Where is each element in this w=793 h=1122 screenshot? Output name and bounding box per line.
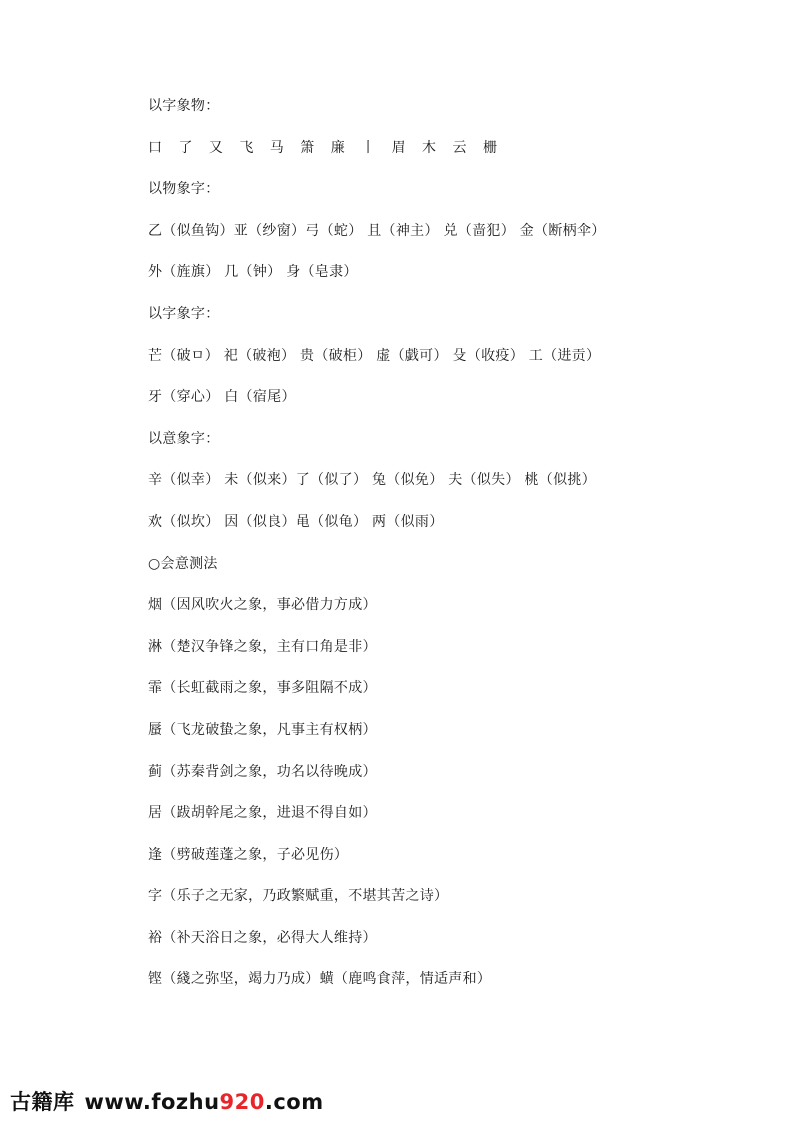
text-line: 字（乐子之无家，乃政繁赋重，不堪其苦之诗）: [148, 888, 449, 905]
text-line: 乙（似鱼钩）亚（纱窗）弓（蛇） 且（神主） 兑（啬犯） 金（断柄伞）: [148, 222, 606, 239]
text-line: 蜃（飞龙破蛰之象，凡事主有权柄）: [148, 721, 377, 738]
site-brand: 古籍库: [10, 1090, 75, 1114]
site-url-suffix: .com: [264, 1090, 324, 1114]
text-line: 居（跋胡幹尾之象，进退不得自如）: [148, 805, 377, 822]
document-body: [148, 96, 748, 1011]
section-heading-char-as-char: 以字象字：: [148, 305, 220, 322]
text-line: 烟（因风吹火之象，事必借力方成）: [148, 597, 377, 614]
text-line: 芒（破ㅁ） 祀（破袍） 贵（破柜） 虚（戯可） 殳（收疫） 工（进贡）: [148, 347, 601, 364]
section-heading-meaning-as-char: 以意象字：: [148, 430, 220, 447]
text-line: 逢（劈破莲蓬之象，子必见伤）: [148, 846, 349, 863]
char-list: 口 了 又 飞 马 箫 廉 丨 眉 木 云 栅: [148, 139, 503, 156]
text-line: 淋（楚汉争锋之象，主有口角是非）: [148, 638, 377, 655]
text-line: 外（旌旗） 几（钟） 身（皂隶）: [148, 264, 358, 281]
site-url-number: 920: [219, 1090, 265, 1114]
text-line: 辛（似幸） 未（似来）了（似了） 兔（似免） 夫（似失） 桃（似挑）: [148, 472, 596, 489]
text-line: 欢（似坎） 因（似良）黾（似龟） 两（似雨）: [148, 513, 444, 530]
site-watermark: [10, 1086, 324, 1116]
text-line: 牙（穿心） 白（宿尾）: [148, 389, 296, 406]
text-line: 铿（綫之弥坚，竭力乃成）蟥（鹿鸣食萍，情适声和）: [148, 971, 492, 988]
section-heading-char-as-object: 以字象物：: [148, 98, 220, 114]
section-heading-huiyi-method: ○会意测法: [148, 555, 218, 572]
section-heading-object-as-char: 以物象字：: [148, 181, 220, 198]
site-url-prefix: www.fozhu: [84, 1090, 220, 1114]
text-line: 霏（长虹截雨之象，事多阻隔不成）: [148, 680, 377, 697]
text-line: 裕（补天浴日之象，必得大人维持）: [148, 929, 377, 946]
text-line: 蓟（苏秦背剑之象，功名以待晚成）: [148, 763, 377, 780]
